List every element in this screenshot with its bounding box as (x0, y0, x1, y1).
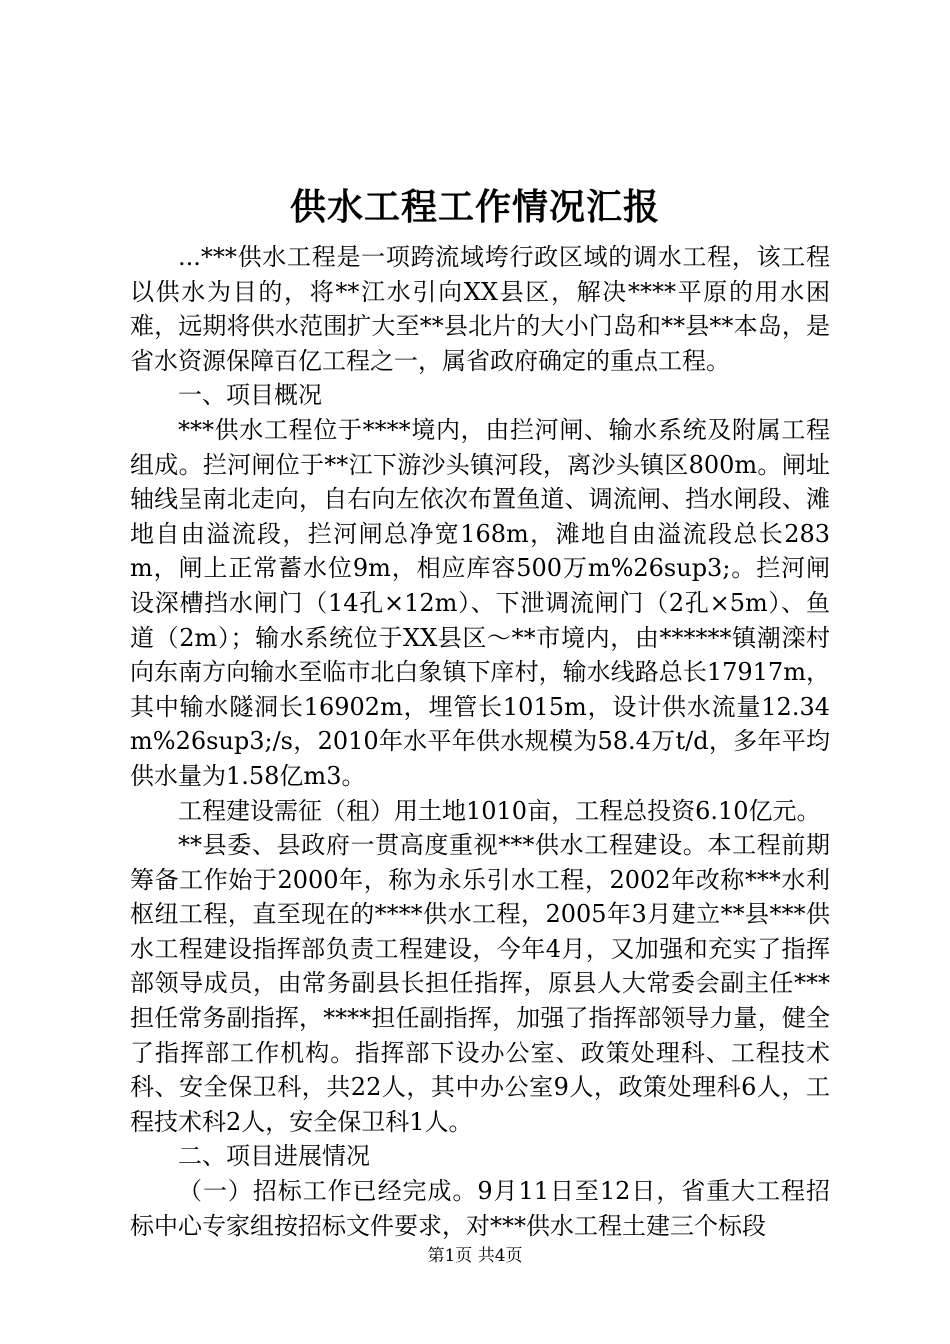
section-heading-progress: 二、项目进展情况 (178, 1142, 370, 1171)
land-investment-paragraph: 工程建设需征（租）用土地1010亩，工程总投资6.10亿元。 (178, 796, 821, 825)
page-footer: 第1页 共4页 (427, 1246, 523, 1266)
intro-paragraph: ...***供水工程是一项跨流域垮行政区域的调水工程，该工程以供水为目的，将**江水引向XX县区，解决****平原的用水困难，远期将供水范围扩大至**县北片的大小门岛和**县**本岛，是省水资源保障百亿工程之一，属省政府确定的重点工程。 (130, 243, 830, 375)
overview-paragraph: ***供水工程位于****境内，由拦河闸、输水系统及附属工程组成。拦河闸位于**江下游沙头镇河段，离沙头镇区800m。闸址轴线呈南北走向，自右向左依次布置鱼道、调流闸、挡水闸段、滩地自由溢流段，拦河闸总净宽168m，滩地自由溢流段总长283m，闸上正常蓄水位9m，相应库容500万m%26sup3;。拦河闸设深槽挡水闸门（14孔×12m）、下泄调流闸门（2孔×5m）、鱼道（2m）；输水系统位于XX县区～**市境内，由******镇潮滦村向东南方向输水至临市北白象镇下庠村，输水线路总长17917m，其中输水隧洞长16902m，埋管长1015m，设计供水流量12.34m%26sup3;/s，2010年水平年供水规模为58.4万t/d，多年平均供水量为1.58亿m3。 (130, 415, 830, 790)
bidding-paragraph: （一）招标工作已经完成。9月11日至12日，省重大工程招标中心专家组按招标文件要求，对***供水工程土建三个标段 (130, 1177, 830, 1240)
document-title: 供水工程工作情况汇报 (289, 186, 660, 228)
document-body (130, 240, 830, 1243)
organization-paragraph: **县委、县政府一贯高度重视***供水工程建设。本工程前期筹备工作始于2000年，称为永乐引水工程，2002年改称***水利枢纽工程，直至现在的****供水工程，2005年3月建立**县***供水工程建设指挥部负责工程建设，今年4月，又加强和充实了指挥部领导成员，由常务副县长担任指挥，原县人大常委会副主任***担任常务副指挥，****担任副指挥，加强了指挥部领导力量，健全了指挥部工作机构。指挥部下设办公室、政策处理科、工程技术科、安全保卫科，共22人，其中办公室9人，政策处理科6人，工程技术科2人，安全保卫科1人。 (130, 831, 830, 1136)
section-heading-overview: 一、项目概况 (178, 381, 322, 410)
